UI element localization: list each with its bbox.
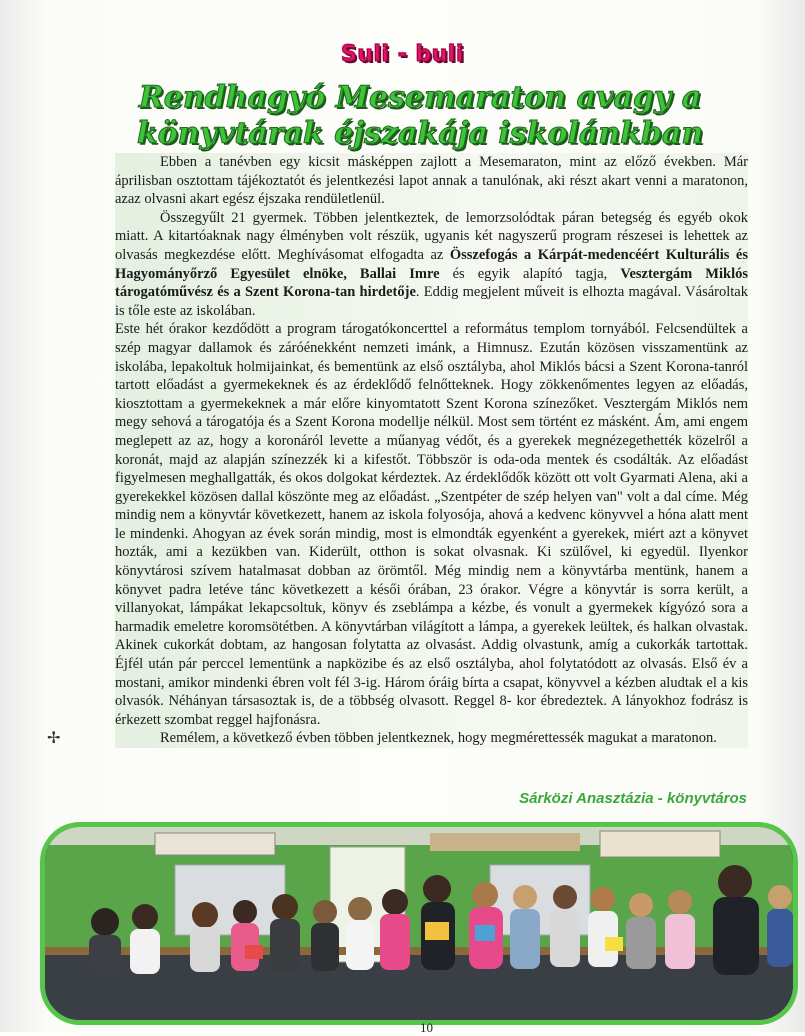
paragraph-program: Este hét órakor kezdődött a program tárogatókoncerttel a református templom tornyából. Felcsendültek a szép magyar dallamok és záróénekként nemzeti imánk, a Himnusz. Ezután közösen visszamentünk az iskolába, lepakoltuk holmijainkat, és bementünk az első osztályba, ahol Miklós bácsi a Szent Korona-tanról tartott előadást a gyermekeknek és az érdeklődő felnőtteknek. Hogy zökkenőmentes legyen az előadás, kiosztottam a gyermekeknek a már előre kinyomtatott Szent Korona színezőket. Vesztergám Miklós nem megy sehová a tárogatója és a Szent Korona modellje nélkül. Most sem történt ez másként. Ám, ami engem meglepett az az, hogy a koronáról levette a műanyag védőt, és a gyerekek megnézegethették közelről a koronát, majd az alapján színezzék ki a kifestőt. Többször is oda-oda mentek és csodálták. Az előadást figyelmesen meghallgatták, és okos dolgokat kérdeztek. Az érdeklődők között ott volt Gyarmati Alena, aki a gyerekekkel közösen dallal köszönte meg az előadást. „Szentpéter de szép helyen van" volt a dal címe. Még mindig nem a könyvtár következett, hanem az iskola folyosója, ahová a kedvenc könyvvel a hóna alatt ment le mindenki. Ahogyan az évek során mindig, most is elmondták egyenként a gyerekek, miért azt a könyvet hozták, ami a kezükben van. Kiderült, otthon is sokat olvasnak. Ki szülővel, ki egyedül. Ilyenkor könyvtárosi szívem hatalmasat dobban az örömtől. Még mindig nem a könyvtárba mentünk, hanem a könyvet padra letéve tánc következett a késői órában, 23 órakor. Végre a könyvtár is sorra került, a villanyokat, lámpákat lekapcsoltuk, könyv és zseblámpa a kézbe, és vonult a gyermekek kígyózó sora a harmadik emeletre koromsötétben. A könyvtárban világított a lámpa, a gyerekek leültek, és halkan olvastak. Akinek cukorkát dobtam, az hangosan folytatta az olvasást. Addig olvastunk, amíg a cukorkák tartottak. Éjfél után pár perccel lementünk a napközibe és az első osztályba, ahol folytatódott az olvasás. Első év a mostani, amikor mindenki ébren volt fél 3-ig. Három óráig bírta a csapat, könyvvel a kézben aludtak el a kis olvasók. Néhányan társasoztak is, de a többség olvasott. Reggel 8- kor ébredeztek. A lányokhoz fodrász is érkezett szombat reggel hajfonásra. xyxy=(115,321,748,728)
section-title: Suli - buli xyxy=(340,42,465,67)
page-number: 10 xyxy=(420,1020,433,1035)
group-photo-illustration xyxy=(45,827,793,1020)
article-body xyxy=(115,153,748,748)
text-span: Összegyűlt 21 gyermek. Többen jelentkeztek, de lemorzsolódtak páran betegség és egyéb okok miatt. A kitartóaknak nagy élményben volt részük, ugyanis két nagyszerű program részesei is lehettek az olvasás megkezdése előtt. Meghívásomat elfogadta az xyxy=(115,209,748,263)
paragraph-participants xyxy=(115,209,748,321)
bold-guest-1: Összefogás a Kárpát-medencéért Kulturális és Hagyományőrző Egyesület elnöke, Ballai Imre xyxy=(115,246,748,282)
group-photo xyxy=(40,822,798,1025)
margin-mark: ✢ xyxy=(47,730,61,747)
article-headline: Rendhagyó Mesemaraton avagy a könyvtárak éjszakája iskolánkban xyxy=(136,80,704,151)
bold-guest-2: Vesztergám Miklós tárogatóművész és a Szent Korona-tan hirdetője xyxy=(115,265,748,301)
paragraph-intro: Ebben a tanévben egy kicsit másképpen zajlott a Mesemaraton, mint az előző években. Már áprilisban osztottam tájékoztatót és jelentkezési lapot annak a tanulónak, aki részt akart venni a maratonon, azaz olvasni akart egész éjszaka rendületlenül. xyxy=(115,154,748,208)
text-span: és egyik alapító tagja, xyxy=(439,265,621,282)
text-span: . Eddig megjelent műveit is elhozta magával. Vásároltak is tőle este az iskolában. xyxy=(115,284,748,319)
paragraph-closing: Remélem, a következő évben többen jelentkeznek, hogy megmérettessék magukat a maratonon. xyxy=(160,730,717,747)
author-signature: Sárközi Anasztázia - könyvtáros xyxy=(519,790,747,807)
